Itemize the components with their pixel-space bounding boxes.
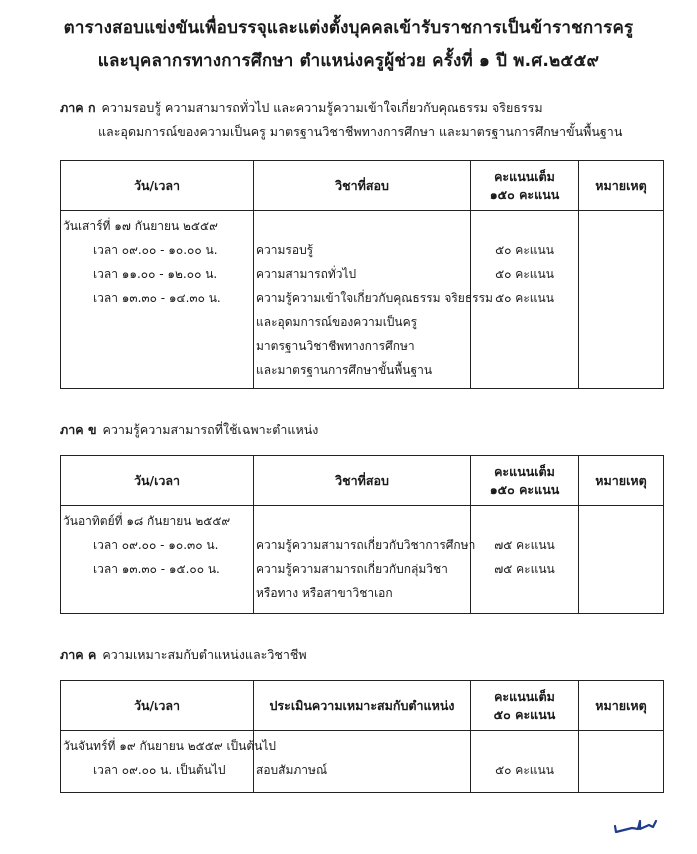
- part-c-note-cell: [579, 731, 664, 793]
- part-b-label: ภาค ข: [60, 422, 97, 437]
- part-a-score-2: ๕๐ คะแนน: [495, 267, 554, 281]
- document-title-line1: ตารางสอบแข่งขันเพื่อบรรจุและแต่งตั้งบุคคลเข้ารับราชการเป็นข้าราชการครู: [63, 18, 634, 38]
- header-score-line1: คะแนนเต็ม: [494, 688, 555, 704]
- header-note: หมายเหตุ: [579, 161, 664, 211]
- header-score: [471, 681, 579, 731]
- part-b-header-row: [61, 456, 664, 506]
- part-c-time-1: เวลา ๐๙.๐๐ น. เป็นต้นไป: [93, 763, 226, 777]
- part-b-heading: [60, 420, 318, 440]
- header-subject: ประเมินความเหมาะสมกับตำแหน่ง: [254, 681, 471, 731]
- part-a-table: [60, 160, 664, 389]
- part-c-table: [60, 680, 664, 793]
- part-a-subject-cont-3: และมาตรฐานการศึกษาขั้นพื้นฐาน: [256, 363, 433, 377]
- part-b-time-1: เวลา ๐๙.๐๐ - ๑๐.๓๐ น.: [93, 538, 219, 552]
- signature-mark: [612, 812, 660, 838]
- part-a-score-3: ๕๐ คะแนน: [495, 291, 554, 305]
- header-score-line1: คะแนนเต็ม: [494, 463, 555, 479]
- part-c-score-1: ๕๐ คะแนน: [495, 763, 554, 777]
- part-b-time-2: เวลา ๑๓.๓๐ - ๑๕.๐๐ น.: [93, 562, 220, 576]
- part-a-subject-3: ความรู้ความเข้าใจเกี่ยวกับคุณธรรม จริยธรรม: [256, 291, 493, 305]
- part-b-subject-1: ความรู้ความสามารถเกี่ยวกับวิชาการศึกษา: [256, 538, 476, 552]
- part-c-label: ภาค ค: [60, 647, 97, 662]
- header-score: [471, 456, 579, 506]
- part-b-subject-cont-1: หรือทาง หรือสาขาวิชาเอก: [256, 586, 393, 600]
- part-a-subject-2: ความสามารถทั่วไป: [256, 267, 357, 281]
- header-note: หมายเหตุ: [579, 681, 664, 731]
- part-b-score-cell: [471, 506, 579, 614]
- part-c-day: วันจันทร์ที่ ๑๙ กันยายน ๒๕๕๙ เป็นต้นไป: [63, 739, 277, 753]
- part-a-day: วันเสาร์ที่ ๑๗ กันยายน ๒๕๕๙: [63, 219, 218, 233]
- part-c-subject-cell: [254, 731, 471, 793]
- part-c-subject-1: สอบสัมภาษณ์: [256, 763, 328, 777]
- header-score-line2: ๑๕๐ คะแนน: [489, 481, 560, 497]
- header-score-line2: ๑๕๐ คะแนน: [489, 186, 560, 202]
- part-a-subject-1: ความรอบรู้: [256, 243, 314, 257]
- part-a-description-line1: ความรอบรู้ ความสามารถทั่วไป และความรู้ความเข้าใจเกี่ยวกับคุณธรรม จริยธรรม: [101, 100, 543, 115]
- header-score-line2: ๕๐ คะแนน: [493, 706, 556, 722]
- header-date: วัน/เวลา: [61, 456, 254, 506]
- part-a-header-row: [61, 161, 664, 211]
- header-date: วัน/เวลา: [61, 681, 254, 731]
- part-c-body-row: [61, 731, 664, 793]
- part-a-description-line2: และอุดมการณ์ของความเป็นครู มาตรฐานวิชาชีพทางการศึกษา และมาตรฐานการศึกษาขั้นพื้นฐาน: [98, 124, 623, 139]
- part-b-note-cell: [579, 506, 664, 614]
- part-a-date-cell: [61, 211, 254, 389]
- part-a-time-3: เวลา ๑๓.๓๐ - ๑๔.๓๐ น.: [93, 291, 221, 305]
- document-title-line2: และบุคลากรทางการศึกษา ตำแหน่งครูผู้ช่วย ครั้งที่ ๑ ปี พ.ศ.๒๕๕๙: [97, 51, 600, 71]
- part-b-description: ความรู้ความสามารถที่ใช้เฉพาะตำแหน่ง: [102, 422, 319, 437]
- part-a-time-2: เวลา ๑๑.๐๐ - ๑๒.๐๐ น.: [93, 267, 218, 281]
- part-a-heading: [60, 98, 543, 118]
- part-b-table: [60, 455, 664, 614]
- part-c-heading: [60, 645, 307, 665]
- part-a-subject-cont-2: มาตรฐานวิชาชีพทางการศึกษา: [256, 339, 415, 353]
- header-subject: วิชาที่สอบ: [254, 456, 471, 506]
- part-c-header-row: [61, 681, 664, 731]
- part-a-time-1: เวลา ๐๙.๐๐ - ๑๐.๐๐ น.: [93, 243, 218, 257]
- header-score: [471, 161, 579, 211]
- part-a-subject-cont-1: และอุดมการณ์ของความเป็นครู: [256, 315, 418, 329]
- part-c-score-cell: [471, 731, 579, 793]
- part-b-subject-cell: [254, 506, 476, 614]
- part-c-description: ความเหมาะสมกับตำแหน่งและวิชาชีพ: [102, 647, 307, 662]
- header-subject: วิชาที่สอบ: [254, 161, 471, 211]
- part-a-body-row: [61, 211, 664, 389]
- part-b-day: วันอาทิตย์ที่ ๑๘ กันยายน ๒๕๕๙: [63, 514, 231, 528]
- part-a-label: ภาค ก: [60, 100, 96, 115]
- header-note: หมายเหตุ: [579, 456, 664, 506]
- header-date: วัน/เวลา: [61, 161, 254, 211]
- header-score-line1: คะแนนเต็ม: [494, 168, 555, 184]
- part-c-date-cell: [61, 731, 277, 793]
- part-b-body-row: [61, 506, 664, 614]
- part-a-note-cell: [579, 211, 664, 389]
- part-b-score-1: ๗๕ คะแนน: [494, 538, 555, 552]
- part-b-subject-2: ความรู้ความสามารถเกี่ยวกับกลุ่มวิชา: [256, 562, 448, 576]
- part-b-score-2: ๗๕ คะแนน: [494, 562, 555, 576]
- part-b-date-cell: [61, 506, 254, 614]
- part-a-score-1: ๕๐ คะแนน: [495, 243, 554, 257]
- part-a-subject-cell: [254, 211, 493, 389]
